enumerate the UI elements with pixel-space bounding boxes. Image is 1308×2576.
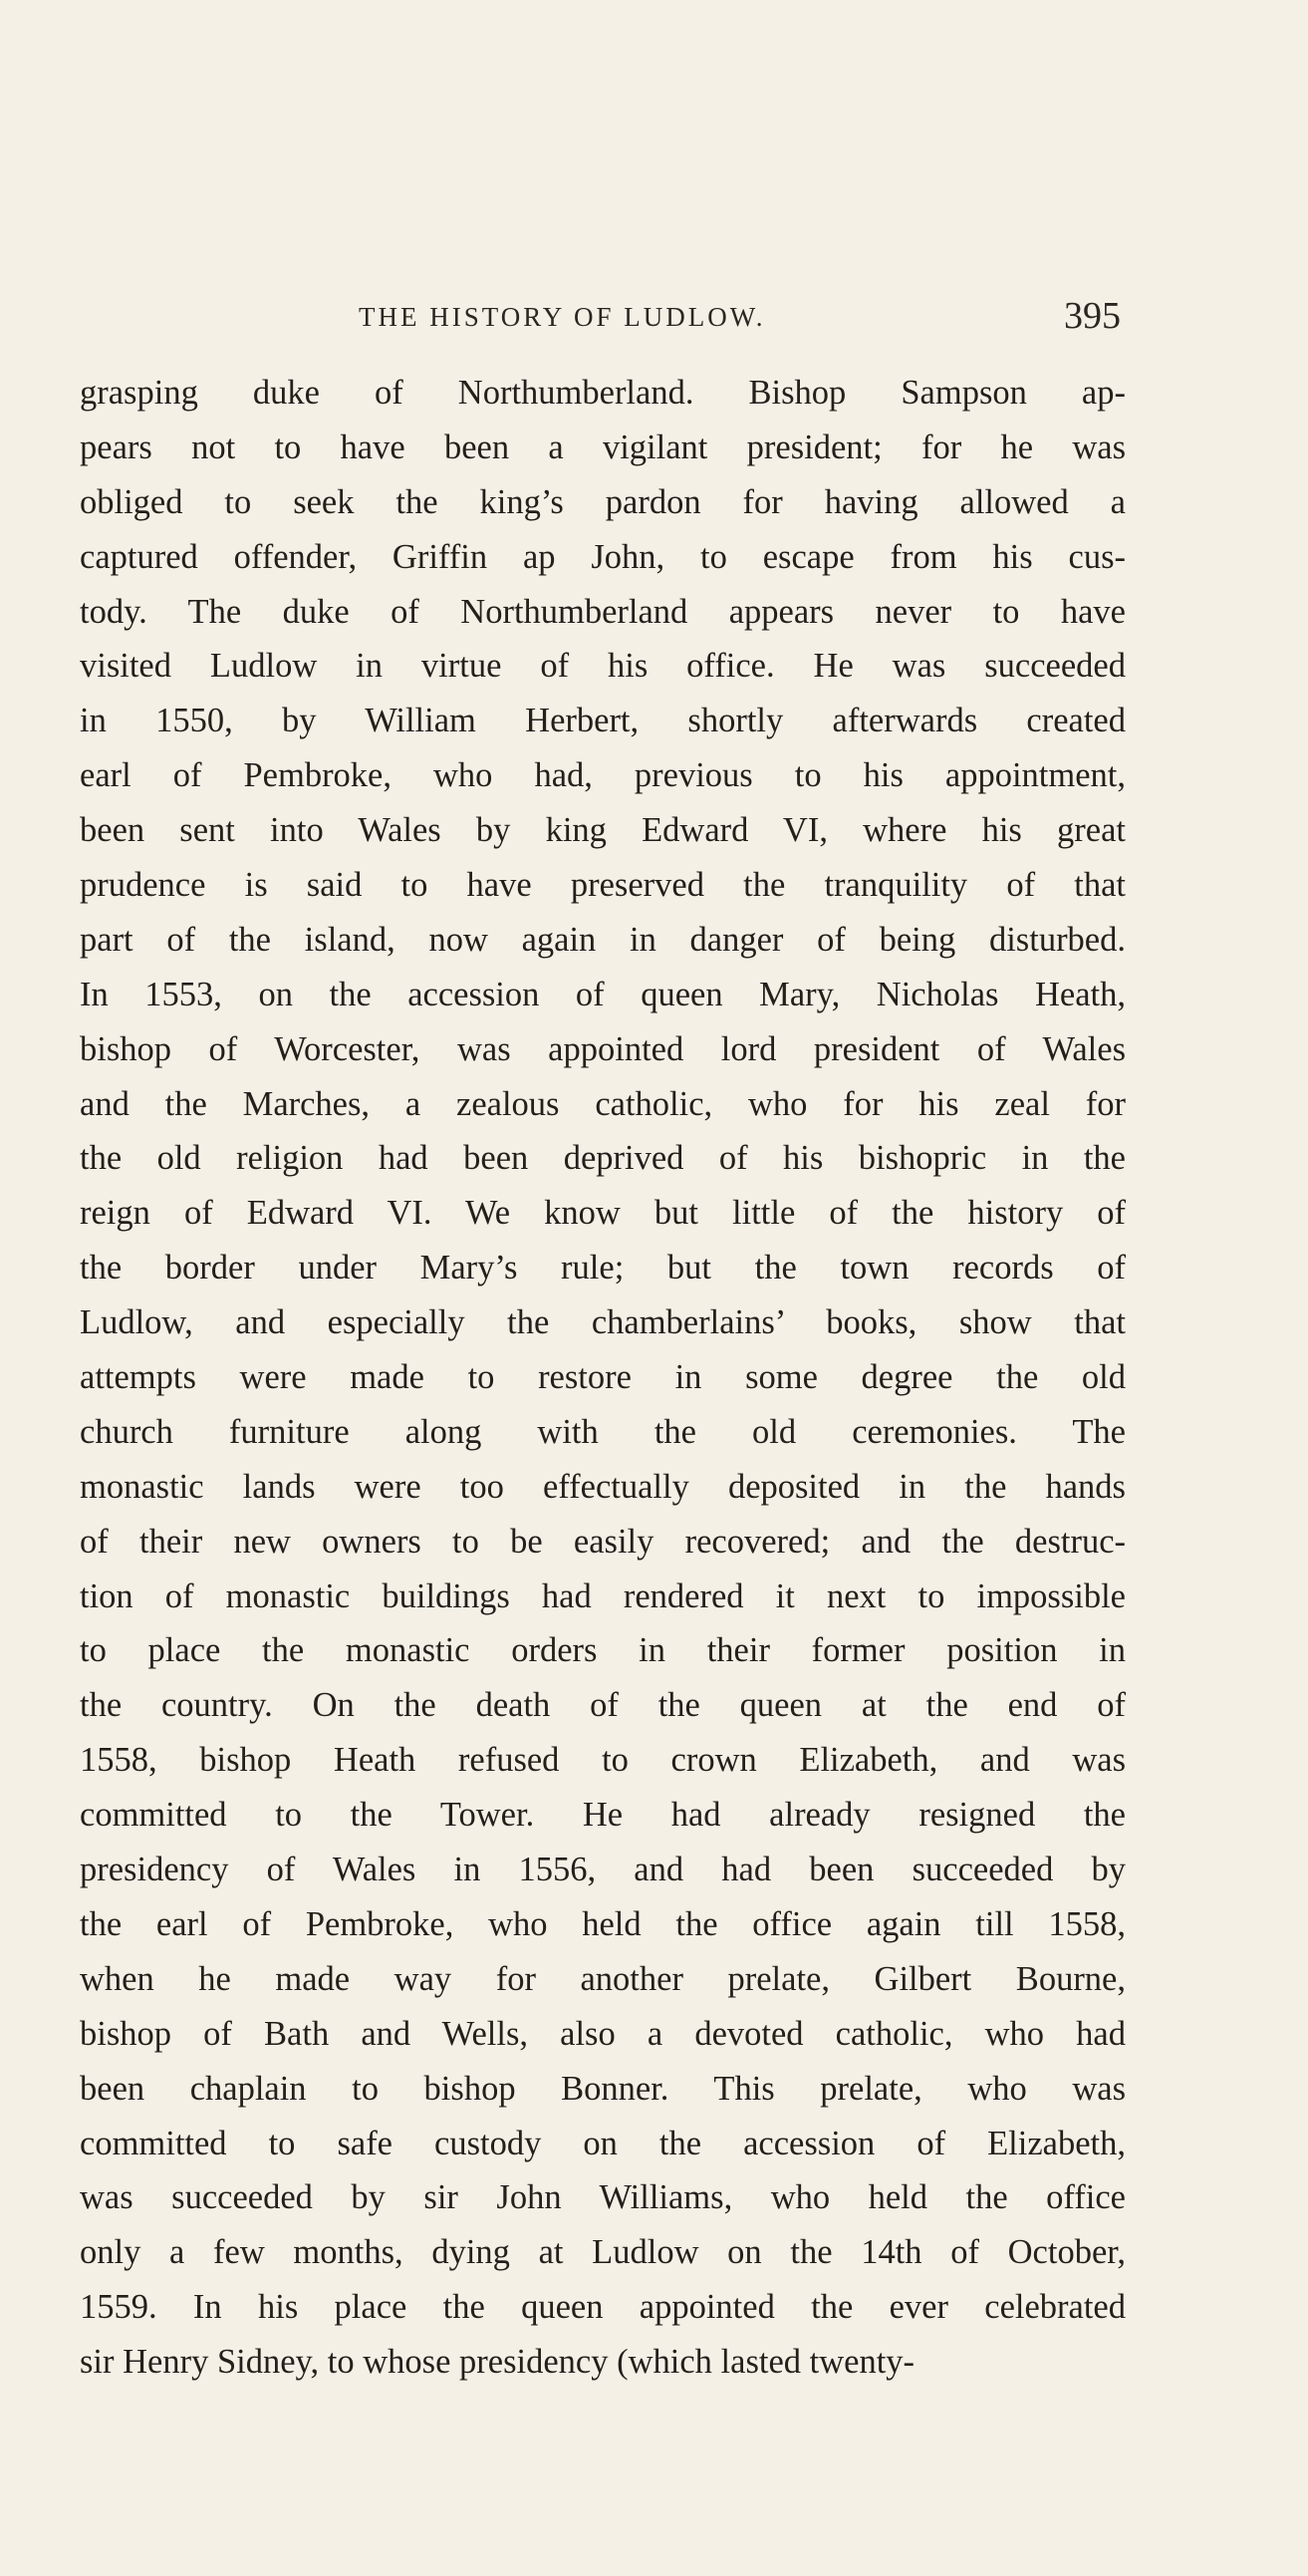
text-line: when he made way for another prelate, Gilbert Bourne, — [80, 1959, 1126, 1998]
text-line: grasping duke of Northumberland. Bishop Sampson ap- — [80, 374, 1126, 412]
text-line: reign of Edward VI. We know but little of the history of — [80, 1194, 1126, 1233]
running-head: THE HISTORY OF LUDLOW. — [359, 302, 766, 332]
text-line: church furniture along with the old ceremonies. The — [80, 1412, 1126, 1451]
text-line: bishop of Worcester, was appointed lord president of Wales — [80, 1029, 1126, 1068]
page-number: 395 — [1064, 295, 1121, 337]
text-line: Ludlow, and especially the chamberlains’ books, show that — [80, 1303, 1126, 1342]
text-line: presidency of Wales in 1556, and had been succeeded by — [80, 1851, 1126, 1889]
text-line: prudence is said to have preserved the tranquility of that — [80, 866, 1126, 905]
text-line: attempts were made to restore in some degree the old — [80, 1358, 1126, 1397]
text-line: committed to safe custody on the accession of Elizabeth, — [80, 2124, 1126, 2162]
text-line: the border under Mary’s rule; but the town records of — [80, 1249, 1126, 1288]
text-line: the earl of Pembroke, who held the office again till 1558, — [80, 1904, 1126, 1943]
text-line: of their new owners to be easily recovered; and the destruc- — [80, 1522, 1126, 1561]
body-text — [80, 366, 1126, 2390]
text-line: to place the monastic orders in their former position in — [80, 1631, 1126, 1670]
text-line: the country. On the death of the queen at the end of — [80, 1686, 1126, 1725]
text-line: sir Henry Sidney, to whose presidency (which lasted twenty- — [80, 2343, 916, 2382]
page-header — [299, 294, 1126, 354]
text-line: tody. The duke of Northumberland appears never to have — [80, 592, 1126, 631]
text-line: visited Ludlow in virtue of his office. He was succeeded — [80, 647, 1126, 686]
text-line: earl of Pembroke, who had, previous to his appointment, — [80, 756, 1126, 795]
text-line: tion of monastic buildings had rendered it next to impossible — [80, 1576, 1126, 1615]
text-line: and the Marches, a zealous catholic, who for his zeal for — [80, 1084, 1126, 1123]
text-line: been chaplain to bishop Bonner. This prelate, who was — [80, 2069, 1126, 2108]
text-line: 1559. In his place the queen appointed the ever celebrated — [80, 2288, 1126, 2327]
text-line: bishop of Bath and Wells, also a devoted catholic, who had — [80, 2014, 1126, 2053]
text-line: in 1550, by William Herbert, shortly afterwards created — [80, 702, 1126, 740]
text-line: committed to the Tower. He had already resigned the — [80, 1796, 1126, 1835]
text-line: obliged to seek the king’s pardon for having allowed a — [80, 482, 1126, 521]
text-line: pears not to have been a vigilant president; for he was — [80, 428, 1126, 466]
text-line: In 1553, on the accession of queen Mary, Nicholas Heath, — [80, 975, 1126, 1013]
text-line: only a few months, dying at Ludlow on the 14th of October, — [80, 2233, 1126, 2272]
text-line: been sent into Wales by king Edward VI, where his great — [80, 811, 1126, 850]
text-line: was succeeded by sir John Williams, who held the office — [80, 2178, 1126, 2217]
text-line: monastic lands were too effectually deposited in the hands — [80, 1467, 1126, 1506]
text-line: 1558, bishop Heath refused to crown Elizabeth, and was — [80, 1741, 1126, 1780]
text-line: captured offender, Griffin ap John, to escape from his cus- — [80, 537, 1126, 576]
text-line: the old religion had been deprived of his bishopric in the — [80, 1139, 1126, 1178]
text-line: part of the island, now again in danger of being disturbed. — [80, 920, 1126, 959]
